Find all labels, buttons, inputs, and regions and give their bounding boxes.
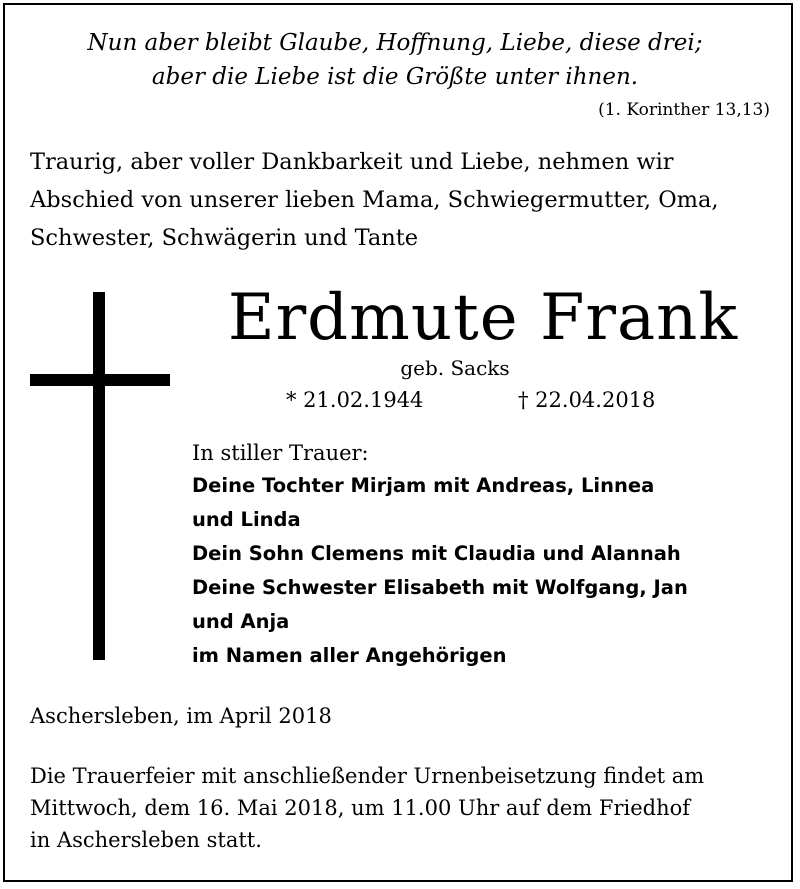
intro-line-1: Traurig, aber voller Dankbarkeit und Liebe, nehmen wir [30, 149, 674, 175]
mourner-line: Dein Sohn Clemens mit Claudia und Alannah [192, 542, 681, 565]
cross-vertical-bar [93, 292, 105, 660]
birth-date: * 21.02.1944 [286, 388, 424, 412]
bible-verse [40, 26, 750, 94]
deceased-name: Erdmute Frank [227, 281, 739, 355]
verse-reference: (1. Korinther 13,13) [598, 100, 770, 120]
cross-horizontal-bar [30, 374, 170, 386]
mourners-list [192, 469, 772, 673]
mourner-line: im Namen aller Angehörigen [192, 644, 507, 667]
cross-icon [30, 292, 170, 660]
mourner-line: und Anja [192, 610, 290, 633]
ceremony-line-3: in Aschersleben statt. [30, 828, 262, 852]
intro-text [30, 143, 770, 257]
mourner-line: Deine Tochter Mirjam mit Andreas, Linnea [192, 474, 655, 497]
mourners-heading: In stiller Trauer: [192, 441, 369, 465]
ceremony-line-1: Die Trauerfeier mit anschließender Urnenbeisetzung findet am [30, 764, 705, 788]
birth-name: geb. Sacks [400, 356, 510, 380]
mourner-line: Deine Schwester Elisabeth mit Wolfgang, Jan [192, 576, 688, 599]
verse-line-1: Nun aber bleibt Glaube, Hoffnung, Liebe, diese drei; [87, 30, 703, 56]
funeral-ceremony-info [30, 760, 780, 856]
death-date: † 22.04.2018 [518, 388, 656, 412]
intro-line-3: Schwester, Schwägerin und Tante [30, 225, 419, 251]
intro-line-2: Abschied von unserer lieben Mama, Schwiegermutter, Oma, [30, 187, 719, 213]
ceremony-line-2: Mittwoch, dem 16. Mai 2018, um 11.00 Uhr auf dem Friedhof [30, 796, 691, 820]
mourner-line: und Linda [192, 508, 301, 531]
verse-line-2: aber die Liebe ist die Größte unter ihnen. [151, 64, 639, 90]
place-and-date: Aschersleben, im April 2018 [30, 704, 332, 728]
